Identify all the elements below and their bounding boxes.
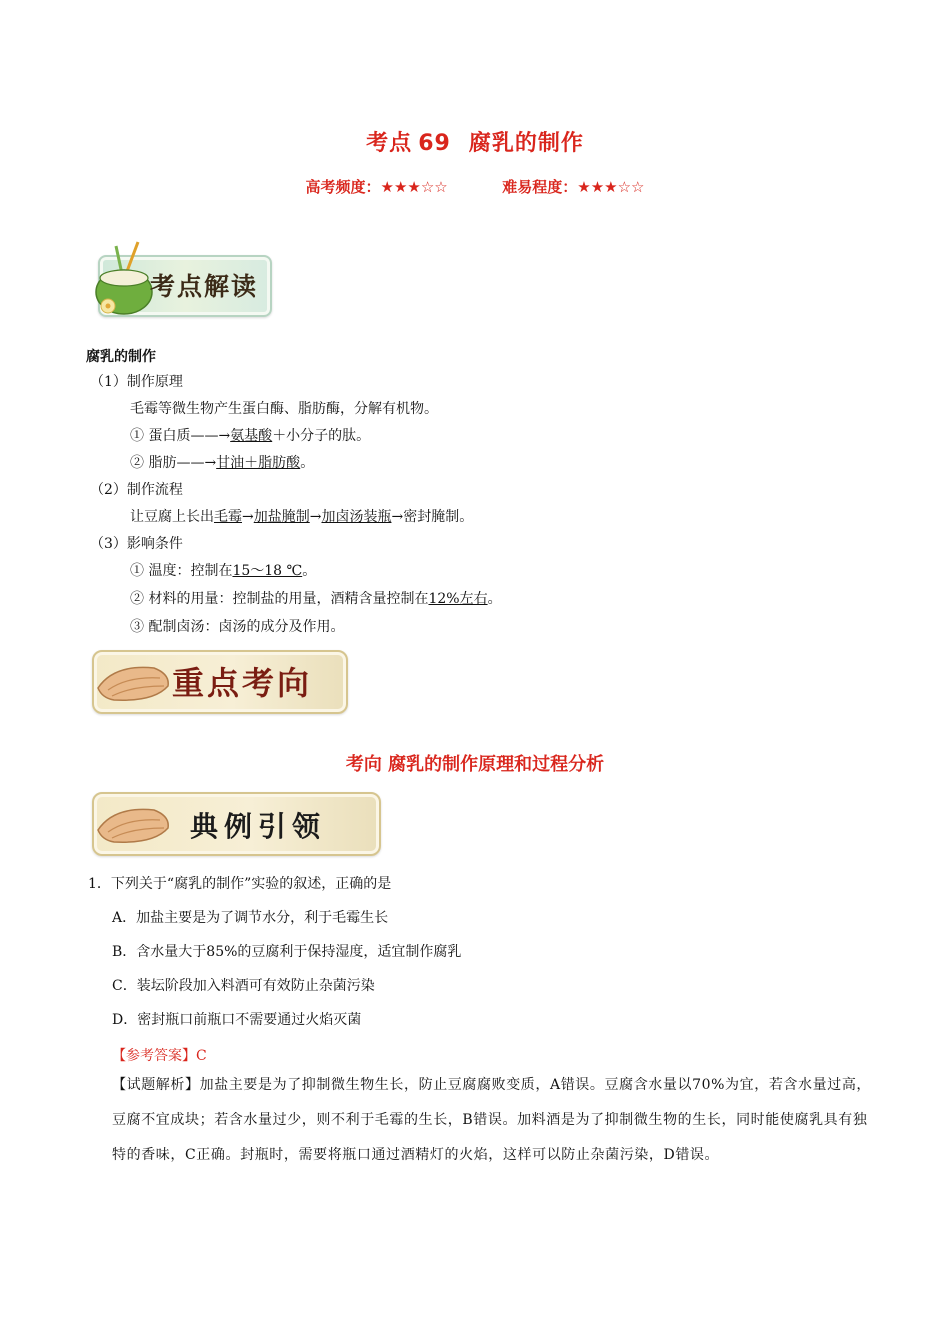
- option-c: C．装坛阶段加入料酒可有效防止杂菌污染: [112, 978, 375, 994]
- title-number: 69: [418, 131, 451, 156]
- section-heading: 腐乳的制作: [86, 349, 156, 365]
- difficulty-label: 难易程度：: [502, 178, 578, 196]
- subsection-process: （2）制作流程: [90, 482, 183, 498]
- page-title: [0, 126, 950, 157]
- option-d: D．密封瓶口前瓶口不需要通过火焰灭菌: [112, 1012, 362, 1028]
- shell-icon: [94, 660, 174, 706]
- principle-fat: ② 脂肪——→甘油＋脂肪酸。: [130, 455, 315, 471]
- option-b: B．含水量大于85%的豆腐利于保持湿度，适宜制作腐乳: [112, 944, 462, 960]
- condition-materials: ② 材料的用量：控制盐的用量，酒精含量控制在12%左右。: [130, 591, 502, 607]
- principle-body: 毛霉等微生物产生蛋白酶、脂肪酶，分解有机物。: [130, 401, 438, 417]
- banner-key-points-label: 考点解读: [150, 272, 259, 301]
- answer-explanation: 【试题解析】加盐主要是为了抑制微生物生长，防止豆腐腐败变质，A错误。豆腐含水量以70%为宜，若含水量过高，豆腐不宜成块；若含水量过少，则不利于毛霉的生长，B错误。加料酒是为了抑制微生物的生长，同时能使腐乳具有独特的香味，C正确。封瓶时，需要将瓶口通过酒精灯的火焰，这样可以防止杂菌污染，D错误。: [112, 1077, 872, 1163]
- banner-example-label: 典例引领: [190, 810, 327, 843]
- option-a: A．加盐主要是为了调节水分，利于毛霉生长: [112, 910, 389, 926]
- banner-key-directions-label: 重点考向: [172, 664, 313, 702]
- difficulty-stars: ★★★☆☆: [577, 178, 645, 196]
- subsection-conditions: （3）影响条件: [90, 536, 183, 552]
- subsection-principle: （1）制作原理: [90, 374, 183, 390]
- process-flow: 让豆腐上长出毛霉→加盐腌制→加卤汤装瓶→密封腌制。: [130, 509, 474, 525]
- reference-answer: 【参考答案】C: [112, 1048, 207, 1064]
- frequency-label: 高考频度：: [305, 178, 381, 196]
- rating-line: [0, 176, 950, 197]
- title-main: 腐乳的制作: [468, 131, 584, 156]
- condition-brine: ③ 配制卤汤：卤汤的成分及作用。: [130, 619, 345, 635]
- title-prefix: 考点: [366, 131, 413, 156]
- frequency-stars: ★★★☆☆: [380, 178, 448, 196]
- shell-icon: [94, 802, 174, 848]
- principle-protein: ① 蛋白质——→氨基酸＋小分子的肽。: [130, 428, 371, 444]
- direction-title: 考向 腐乳的制作原理和过程分析: [345, 754, 605, 775]
- condition-temperature: ① 温度：控制在15～18 ℃。: [130, 563, 317, 579]
- question-stem: 1．下列关于“腐乳的制作”实验的叙述，正确的是: [88, 876, 392, 892]
